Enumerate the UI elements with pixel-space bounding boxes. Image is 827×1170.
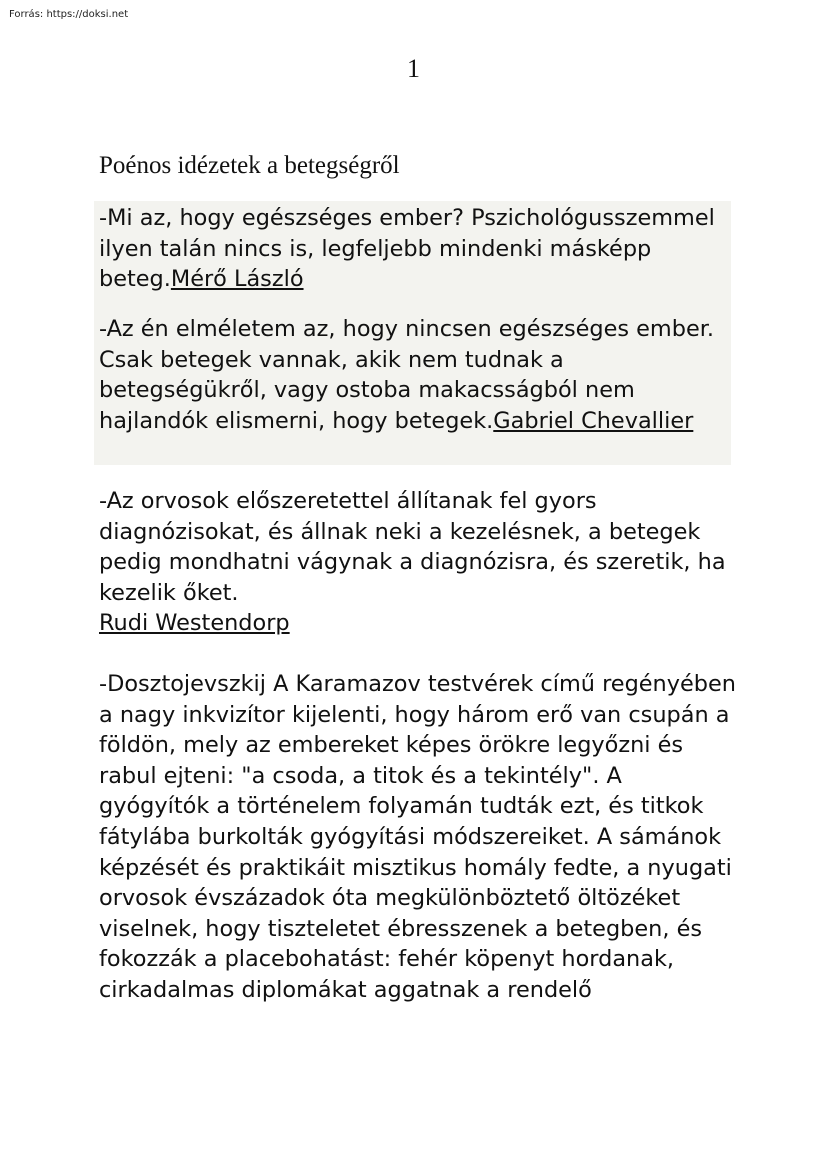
quote-paragraph bbox=[99, 203, 729, 295]
source-note: Forrás: https://doksi.net bbox=[9, 9, 129, 20]
quote-author-link[interactable]: Mérő László bbox=[170, 266, 304, 293]
quote-paragraph bbox=[99, 669, 739, 1006]
page-number: 1 bbox=[407, 54, 420, 83]
quote-text: -Az orvosok előszeretettel állítanak fel gyors diagnózisokat, és állnak neki a kezelésnek, a betegek pedig mondhatni vágynak a diagnózisra, és szeretik, ha kezelik őket. bbox=[99, 488, 726, 606]
quote-author-link[interactable]: Rudi Westendorp bbox=[99, 610, 290, 637]
quote-text: -Dosztojevszkij A Karamazov testvérek című regényében a nagy inkvizítor kijelenti, hogy három erő van csupán a földön, mely az embereket képes örökre legyőzni és rabul ejteni: "a csoda, a titok és a tekintély". A gyógyítók a történelem folyamán tudták ezt, és titkok fátylába burkolták gyógyítási módszereiket. A sámánok képzését és praktikáit misztikus homály fedte, a nyugati orvosok évszázadok óta megkülönböztető öltözéket viselnek, hogy tiszteletet ébresszenek a betegben, és fokozzák a placebohatást: fehér köpenyt hordanak, cirkadalmas diplomákat aggatnak a rendelő bbox=[99, 671, 736, 1003]
quote-text: -Mi az, hogy egészséges ember? Pszichológusszemmel ilyen talán nincs is, legfeljebb mindenki másképp beteg. bbox=[99, 205, 715, 293]
page-title: Poénos idézetek a betegségről bbox=[99, 152, 400, 179]
quote-text: -Az én elméletem az, hogy nincsen egészséges ember. Csak betegek vannak, akik nem tudnak a betegségükről, vagy ostoba makacsságból nem hajlandók elismerni, hogy betegek. bbox=[99, 316, 714, 434]
quote-author-link[interactable]: Gabriel Chevallier bbox=[493, 407, 694, 434]
quote-paragraph bbox=[99, 486, 729, 639]
quote-paragraph bbox=[99, 314, 729, 436]
